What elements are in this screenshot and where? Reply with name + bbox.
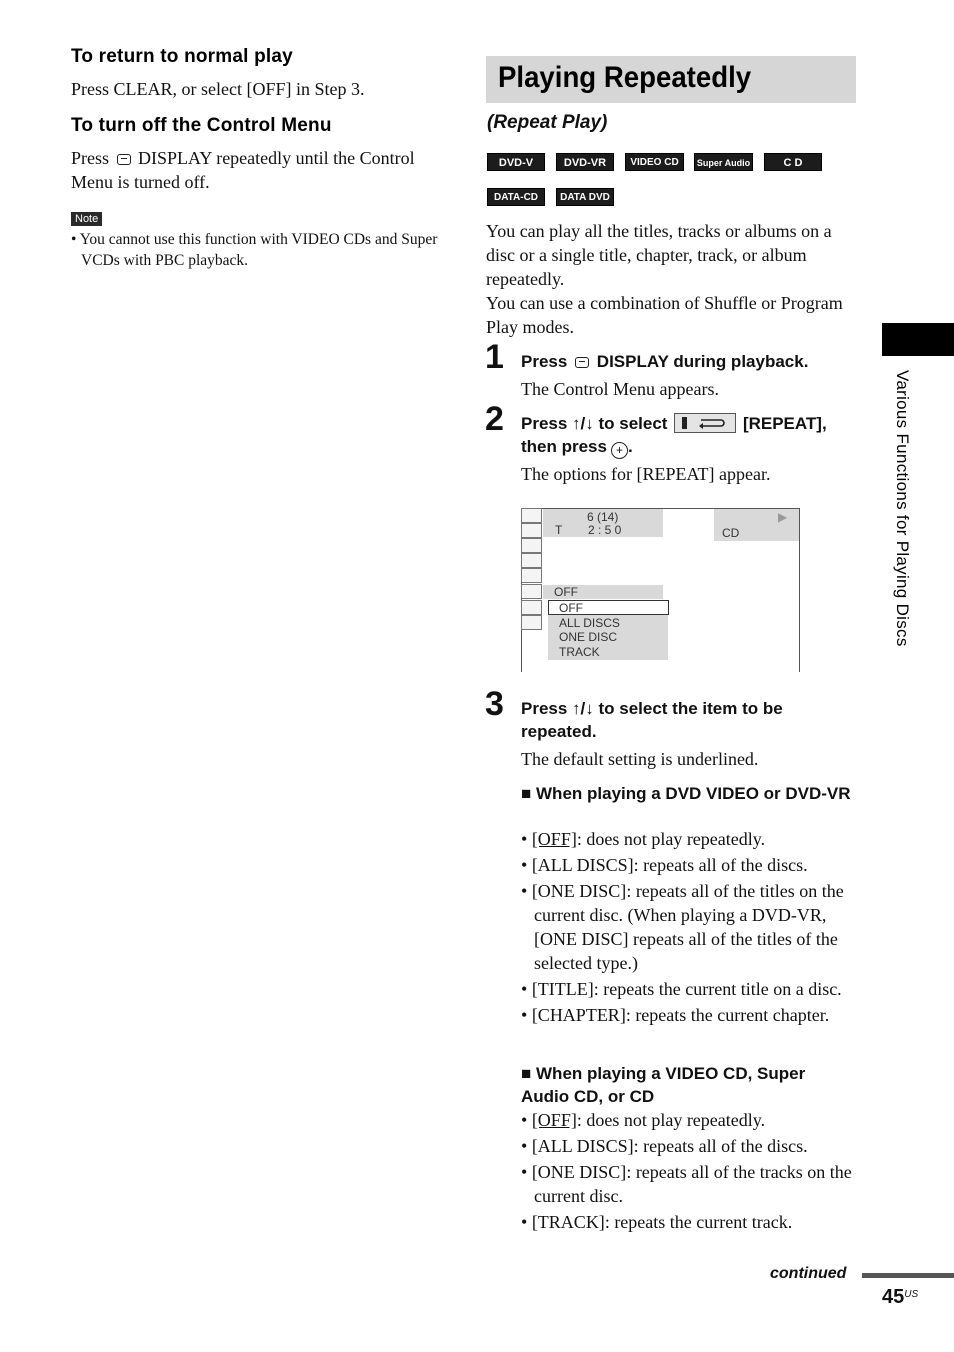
step-2-title-c: then press: [521, 437, 607, 456]
cd-options-list: [521, 1108, 859, 1234]
option-desc: : repeats the current track.: [604, 1212, 793, 1232]
step-2-title-d: .: [627, 437, 633, 456]
step-2-title: [521, 412, 861, 459]
step-2-number: 2: [485, 400, 504, 438]
screen-right-border: [799, 508, 800, 672]
list-item: • [TRACK]: repeats the current track.: [521, 1212, 793, 1232]
option-key: [OFF]: [531, 1110, 577, 1130]
step-3-desc: The default setting is underlined.: [521, 749, 759, 769]
enter-icon: +: [611, 442, 628, 459]
dvd-section-heading: [521, 782, 857, 805]
page-title: Playing Repeatedly: [498, 61, 752, 94]
continued-rule: [862, 1273, 954, 1278]
option-desc: : does not play repeatedly.: [576, 1110, 766, 1130]
square-bullet-icon: ■: [521, 784, 532, 803]
list-item: • [ALL DISCS]: repeats all of the discs.: [521, 855, 808, 875]
option-desc: : does not play repeatedly.: [576, 829, 766, 849]
menu-icon-slot: [521, 600, 542, 615]
badge-super-audio-cd: Super Audio CD: [694, 153, 753, 171]
menu-icon-slot: [521, 615, 542, 630]
step-3-number: 3: [485, 685, 504, 723]
list-item: • [ALL DISCS]: repeats all of the discs.: [521, 1136, 808, 1156]
option-track[interactable]: TRACK: [559, 645, 600, 659]
option-one-disc[interactable]: ONE DISC: [559, 630, 618, 644]
control-menu-text: [71, 146, 451, 194]
dvd-options-list: [521, 827, 859, 1027]
page-number: 45: [882, 1286, 905, 1308]
continued-label: continued: [770, 1265, 847, 1282]
badge-dvd-v: DVD-V: [487, 153, 545, 171]
option-key: [ALL DISCS]: [531, 855, 634, 875]
page-suffix: US: [904, 1289, 919, 1300]
control-menu-screen: [521, 508, 800, 672]
option-desc: : repeats the current chapter.: [625, 1005, 830, 1025]
step-1-desc: The Control Menu appears.: [521, 379, 719, 399]
option-key: [TITLE]: [531, 979, 594, 999]
section-tab-label: Various Functions for Playing Discs: [893, 370, 912, 647]
step-1-number: 1: [485, 338, 504, 376]
step-1-title-after: DISPLAY during playback.: [596, 352, 809, 371]
step-2-title-b: [REPEAT],: [742, 414, 827, 433]
play-icon: ▶: [778, 510, 788, 524]
option-desc: : repeats all of the discs.: [633, 855, 808, 875]
option-key: [CHAPTER]: [531, 1005, 626, 1025]
note-badge: Note: [71, 212, 102, 226]
normal-play-heading: To return to normal play: [71, 46, 293, 67]
time-prefix: T: [555, 523, 563, 537]
option-key: [ONE DISC]: [531, 1162, 627, 1182]
cd-section-heading: [521, 1062, 857, 1108]
option-key: [TRACK]: [531, 1212, 605, 1232]
control-menu-text-after: DISPLAY repeatedly until the Control Menu is turned off.: [71, 148, 415, 192]
intro-text: You can play all the titles, tracks or albums on a disc or a single title, chapter, track, or album repeatedly.: [486, 221, 832, 289]
option-desc: : repeats all of the titles on the current disc. (When playing a DVD-VR, [ONE DISC] repeats all of the titles of the selected type.): [534, 881, 844, 973]
control-menu-heading: To turn off the Control Menu: [71, 115, 332, 136]
step-1-title: [521, 350, 861, 373]
square-bullet-icon: ■: [521, 1064, 532, 1083]
option-desc: : repeats all of the discs.: [633, 1136, 808, 1156]
list-item: • [ONE DISC]: repeats all of the titles on the current disc. (When playing a DVD-VR, [ONE DISC] repeats all of the titles of the selected type.): [521, 881, 844, 973]
step-1-press: Press: [521, 352, 568, 371]
step-2-title-a: Press ↑/↓ to select: [521, 414, 668, 433]
playback-time: 2 : 5 0: [588, 523, 622, 537]
menu-icon-slot: [521, 568, 542, 583]
step-3-title: Press ↑/↓ to select the item to be repeated.: [521, 699, 783, 741]
option-off[interactable]: OFF: [559, 601, 583, 615]
menu-icon-slot: [521, 523, 542, 538]
display-icon: [117, 154, 131, 165]
control-menu-text-before: Press: [71, 148, 110, 168]
option-desc: : repeats the current title on a disc.: [593, 979, 842, 999]
section-tab-marker: [882, 323, 954, 356]
option-key: [ONE DISC]: [531, 881, 627, 901]
menu-icon-slot: [521, 508, 542, 523]
list-item: • [OFF]: does not play repeatedly.: [521, 1110, 766, 1130]
list-item: • [TITLE]: repeats the current title on a disc.: [521, 979, 842, 999]
list-item: • [ONE DISC]: repeats all of the tracks on the current disc.: [521, 1162, 852, 1206]
dvd-section-heading-text: When playing a DVD VIDEO or DVD-VR: [536, 784, 851, 803]
media-type: CD: [722, 526, 740, 540]
page-number-group: [882, 1286, 918, 1309]
repeat-icon: [674, 413, 736, 433]
cd-section-heading-text: When playing a VIDEO CD, Super Audio CD, or CD: [521, 1064, 806, 1106]
intro-text-2: You can use a combination of Shuffle or Program Play modes.: [486, 293, 843, 337]
current-setting: OFF: [554, 585, 578, 599]
badge-video-cd: VIDEO CD: [625, 153, 684, 171]
display-icon: [575, 357, 589, 368]
menu-icon-slot: [521, 584, 542, 599]
badge-dvd-vr: DVD-VR: [556, 153, 614, 171]
note-text: • You cannot use this function with VIDEO CDs and Super VCDs with PBC playback.: [71, 231, 438, 269]
option-all-discs[interactable]: ALL DISCS: [559, 616, 620, 630]
badge-data-cd: DATA-CD: [487, 188, 545, 206]
track-number: 6 (14): [587, 510, 619, 524]
page-subtitle: (Repeat Play): [487, 112, 608, 133]
badge-cd: C D: [764, 153, 822, 171]
option-key: [ALL DISCS]: [531, 1136, 634, 1156]
menu-icon-slot: [521, 553, 542, 568]
list-item: • [OFF]: does not play repeatedly.: [521, 829, 766, 849]
badge-data-dvd: DATA DVD: [556, 188, 614, 206]
option-desc: : repeats all of the tracks on the current disc.: [534, 1162, 852, 1206]
normal-play-text: Press CLEAR, or select [OFF] in Step 3.: [71, 79, 365, 99]
list-item: • [CHAPTER]: repeats the current chapter.: [521, 1005, 830, 1025]
step-2-desc: The options for [REPEAT] appear.: [521, 464, 771, 484]
menu-icon-slot: [521, 538, 542, 553]
option-key: [OFF]: [531, 829, 577, 849]
